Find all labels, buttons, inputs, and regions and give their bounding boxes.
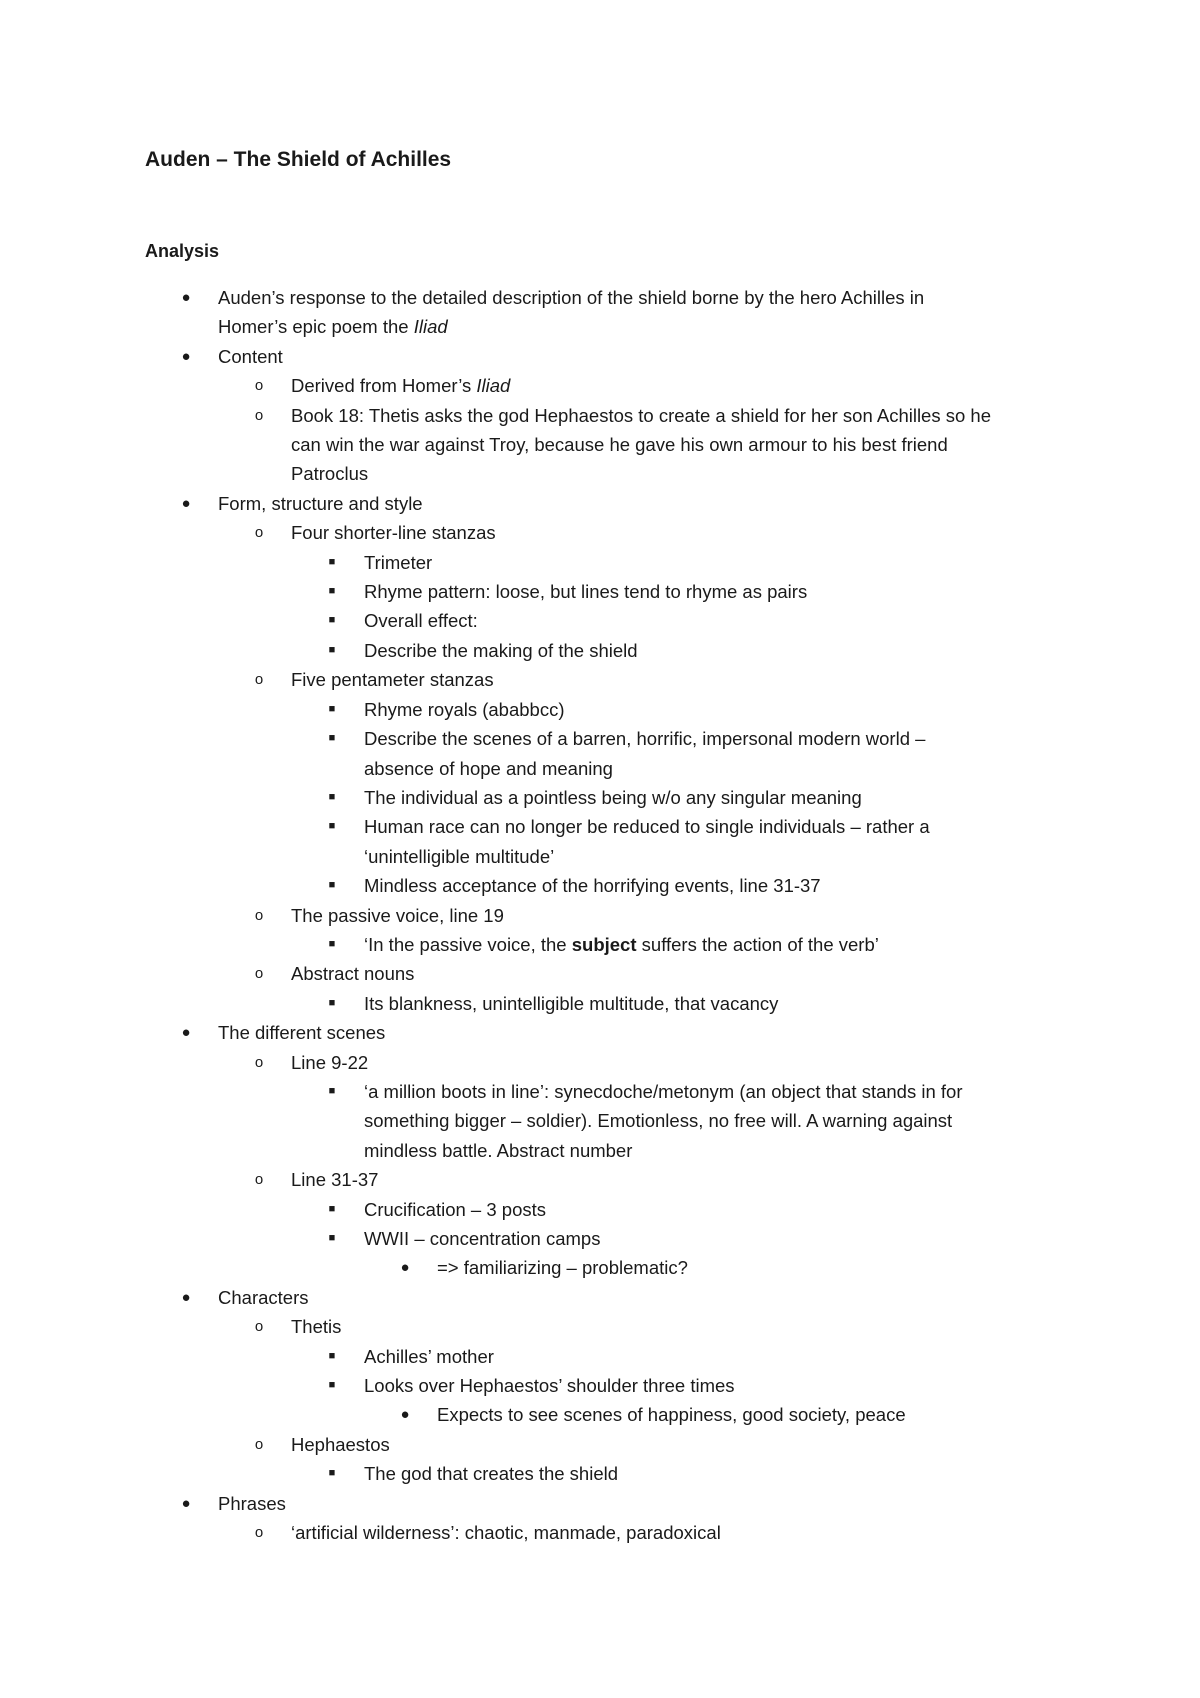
outline-item-line-9-22: o Line 9-22	[0, 1048, 1200, 1077]
outline-item-derived: o Derived from Homer’s Iliad	[0, 371, 1200, 400]
outline-item-book18: o Book 18: Thetis asks the god Hephaestos to create a shield for her son Achilles so he can win the war against Troy, because he gave his own armour to his best friend Patroclus	[0, 401, 1200, 489]
bullet-circle-icon: o	[254, 1435, 264, 1453]
outline-item-trimeter: ■ Trimeter	[0, 548, 1200, 577]
bullet-dot-icon: ●	[181, 1024, 191, 1042]
iliad-title: Iliad	[476, 375, 511, 397]
response-line-2: Homer’s epic poem the Iliad	[218, 316, 448, 338]
bullet-dot-icon: ●	[400, 1406, 410, 1424]
bullet-dot-icon: ●	[181, 1288, 191, 1306]
bullet-square-icon: ■	[328, 1467, 336, 1480]
outline-item-form	[0, 489, 1200, 518]
bullet-circle-icon: o	[254, 906, 264, 924]
content-label: Content	[218, 345, 283, 367]
bullet-square-icon: ■	[328, 820, 336, 833]
bullet-square-icon: ■	[328, 879, 336, 892]
bullet-square-icon: ■	[328, 790, 336, 803]
bullet-dot-icon: ●	[181, 347, 191, 365]
outline-item-four-stanzas: o Four shorter-line stanzas	[0, 518, 1200, 547]
outline-item-god-creates: ■ The god that creates the shield	[0, 1459, 1200, 1488]
bullet-square-icon: ■	[328, 643, 336, 656]
bullet-dot-icon: ●	[400, 1259, 410, 1277]
outline-item-expects: ● Expects to see scenes of happiness, good society, peace	[0, 1400, 1200, 1429]
bullet-circle-icon: o	[254, 377, 264, 395]
bullet-circle-icon: o	[254, 1524, 264, 1542]
outline-item-human-race: ■ Human race can no longer be reduced to single individuals – rather a ‘unintelligible multitude’	[0, 812, 1200, 871]
outline-item-rhyme-pattern: ■ Rhyme pattern: loose, but lines tend to rhyme as pairs	[0, 577, 1200, 606]
outline-item-wwii: ■ WWII – concentration camps	[0, 1224, 1200, 1253]
outline-item-looks-over: ■ Looks over Hephaestos’ shoulder three times	[0, 1371, 1200, 1400]
bullet-square-icon: ■	[328, 1349, 336, 1362]
bullet-circle-icon: o	[254, 1171, 264, 1189]
bullet-square-icon: ■	[328, 1202, 336, 1215]
outline-item-hephaestos: o Hephaestos	[0, 1430, 1200, 1459]
bullet-square-icon: ■	[328, 614, 336, 627]
analysis-outline	[0, 283, 1200, 1547]
outline-item-content	[0, 342, 1200, 371]
bullet-circle-icon: o	[254, 965, 264, 983]
bullet-square-icon: ■	[328, 585, 336, 598]
outline-item-response	[0, 283, 1200, 342]
bullet-square-icon: ■	[328, 732, 336, 745]
section-heading-analysis: Analysis	[145, 241, 220, 261]
outline-item-crucification: ■ Crucification – 3 posts	[0, 1195, 1200, 1224]
bullet-circle-icon: o	[254, 1318, 264, 1336]
outline-item-thetis: o Thetis	[0, 1312, 1200, 1341]
bullet-dot-icon: ●	[181, 289, 191, 306]
bullet-dot-icon: ●	[181, 1494, 191, 1512]
bullet-square-icon: ■	[328, 996, 336, 1009]
bullet-square-icon: ■	[328, 1232, 336, 1244]
bullet-square-icon: ■	[328, 555, 336, 568]
bullet-square-icon: ■	[328, 1084, 336, 1097]
outline-item-line-31-37: o Line 31-37	[0, 1165, 1200, 1194]
outline-item-scenes: ● The different scenes	[0, 1018, 1200, 1047]
bullet-square-icon: ■	[328, 702, 336, 715]
bullet-dot-icon: ●	[181, 494, 191, 512]
outline-item-characters: ● Characters	[0, 1283, 1200, 1312]
bullet-circle-icon: o	[254, 671, 264, 689]
outline-item-passive-voice: o The passive voice, line 19	[0, 901, 1200, 930]
outline-item-abstract-nouns: o Abstract nouns	[0, 959, 1200, 988]
bullet-circle-icon: o	[254, 406, 264, 424]
subject-emphasis: subject	[571, 933, 637, 955]
outline-item-rhyme-royals: ■ Rhyme royals (ababbcc)	[0, 695, 1200, 724]
outline-item-individual: ■ The individual as a pointless being w/o any singular meaning	[0, 783, 1200, 812]
outline-item-passive-quote: ■ ‘In the passive voice, the subject suffers the action of the verb’	[0, 930, 1200, 959]
iliad-title: Iliad	[413, 316, 448, 338]
outline-item-blankness: ■ Its blankness, unintelligible multitude, that vacancy	[0, 989, 1200, 1018]
outline-item-overall-effect: ■ Overall effect:	[0, 606, 1200, 635]
outline-item-five-stanzas: o Five pentameter stanzas	[0, 665, 1200, 694]
outline-item-achilles-mother: ■ Achilles’ mother	[0, 1342, 1200, 1371]
response-line-1: Auden’s response to the detailed description of the shield borne by the hero Achilles in	[218, 287, 925, 308]
outline-item-describe-making: ■ Describe the making of the shield	[0, 636, 1200, 665]
outline-item-phrases: ● Phrases	[0, 1489, 1200, 1518]
outline-item-mindless-acceptance: ■ Mindless acceptance of the horrifying events, line 31-37	[0, 871, 1200, 900]
bullet-square-icon: ■	[328, 937, 336, 950]
outline-item-artificial-wilderness: o ‘artificial wilderness’: chaotic, manmade, paradoxical	[0, 1518, 1200, 1547]
document-title: Auden – The Shield of Achilles	[145, 148, 452, 171]
bullet-square-icon: ■	[328, 1379, 336, 1392]
bullet-circle-icon: o	[254, 524, 264, 542]
outline-item-million-boots: ■ ‘a million boots in line’: synecdoche/metonym (an object that stands in for something bigger – soldier). Emotionless, no free will. A warning against mindless battle. Abstract number	[0, 1077, 1200, 1165]
bullet-circle-icon: o	[254, 1053, 264, 1071]
form-label: Form, structure and style	[218, 492, 423, 514]
outline-item-familiarizing: ● => familiarizing – problematic?	[0, 1253, 1200, 1282]
outline-item-barren-world: ■ Describe the scenes of a barren, horrific, impersonal modern world – absence of hope and meaning	[0, 724, 1200, 783]
